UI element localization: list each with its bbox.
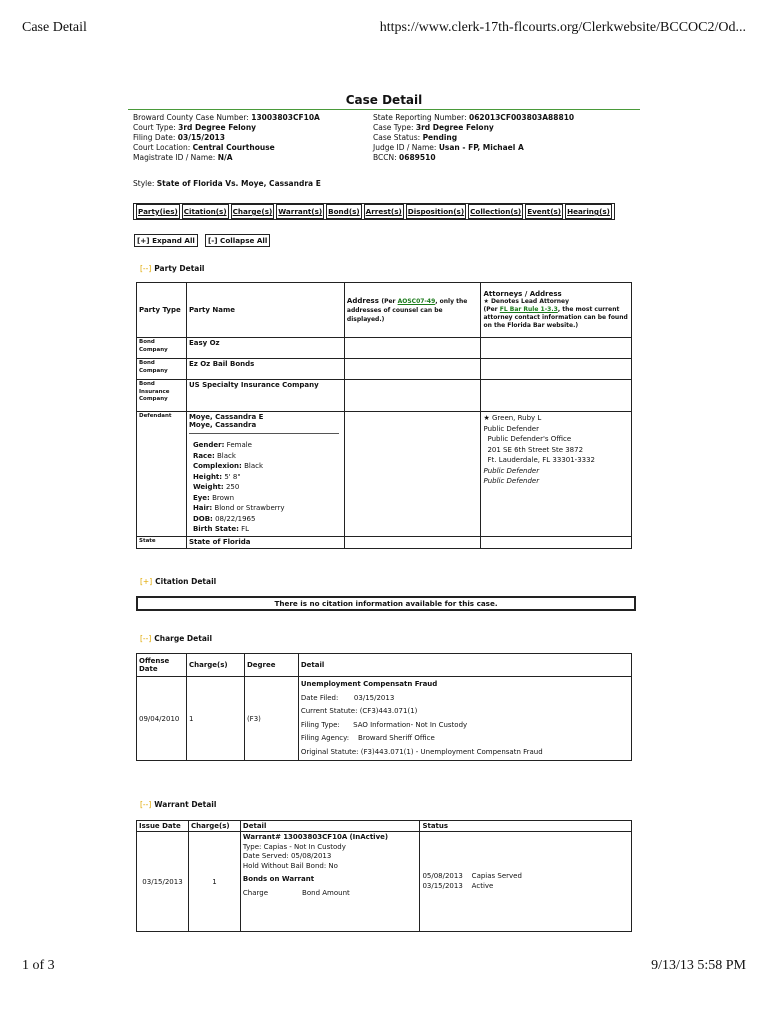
print-header-title: Case Detail [22,20,87,35]
info-row: State Reporting Number: 062013CF003803A88810 [373,113,575,122]
print-header-url: https://www.clerk-17th-flcourts.org/Clerkwebsite/BCCOC2/Od... [379,20,746,35]
col-party-type: Party Type [137,283,187,338]
col-attorneys: Attorneys / Address ★ Denotes Lead Attorney (Per FL Bar Rule 1-3.3, the most current attorney contact information can be found on the Florida Bar website.) [481,283,632,338]
tab-charges[interactable]: Charge(s) [231,204,275,219]
col-status: Status [420,821,632,832]
info-row: Case Status: Pending [373,133,458,142]
tab-dispositions[interactable]: Disposition(s) [406,204,466,219]
table-row: Bond Company Easy Oz [137,338,632,359]
warrant-detail-cell: Warrant# 13003803CF10A (InActive) Type: Capias - Not In Custody Date Served: 05/08/2013 Hold Without Bail Bond: No Bonds on Warrant Charge Bond Amount [240,832,420,932]
party-detail-toggle[interactable]: [--] [140,264,152,273]
table-row: Bond Insurance Company US Specialty Insurance Company [137,380,632,412]
info-row: BCCN: 0689510 [373,153,436,162]
col-degree: Degree [244,654,298,677]
col-address: Address (Per AOSC07-49, only the addresses of counsel can be displayed.) [344,283,481,338]
citation-detail-heading: [+] Citation Detail [140,577,217,586]
info-row: Broward County Case Number: 13003803CF10A [133,113,320,122]
col-offense-date: Offense Date [137,654,187,677]
page-title: Case Detail [345,93,423,107]
info-row: Filing Date: 03/15/2013 [133,133,225,142]
info-row: Court Type: 3rd Degree Felony [133,123,257,132]
col-party-name: Party Name [186,283,344,338]
charge-detail-cell: Unemployment Compensatn Fraud Date Filed: 03/15/2013 Current Statute: (CF3)443.071(1) Filing Type: SAO Information- Not In Custody Filing Agency: Broward Sheriff Office Original Statute: (F3)443.071(1) - Unemployment Compensatn Fraud [298,677,631,761]
charge-detail-heading: [--] Charge Detail [140,634,213,643]
tab-hearings[interactable]: Hearing(s) [565,204,612,219]
lead-attorney-star-icon: ★ [483,414,490,422]
case-style: Style: State of Florida Vs. Moye, Cassandra E [133,179,321,188]
tab-arrests[interactable]: Arrest(s) [364,204,404,219]
tab-parties[interactable]: Party(ies) [136,204,180,219]
warrant-detail-heading: [--] Warrant Detail [140,800,217,809]
no-citation-message: There is no citation information available for this case. [136,596,636,611]
section-tabs [133,203,615,220]
info-row: Judge ID / Name: Usan - FP, Michael A [373,143,524,152]
info-row: Court Location: Central Courthouse [133,143,275,152]
expand-all-button[interactable]: [+] Expand All [134,234,198,247]
table-row: 03/15/2013 1 Warrant# 13003803CF10A (InActive) Type: Capias - Not In Custody Date Served: 05/08/2013 Hold Without Bail Bond: No Bonds on Warrant Charge Bond Amount 05/08/2013 Capias Served 03/15/2013 Active [137,832,632,932]
warrant-table [136,820,632,932]
divider [189,433,339,434]
charge-table [136,653,632,761]
warrant-detail-toggle[interactable]: [--] [140,800,152,809]
print-datetime: 9/13/13 5:58 PM [651,958,746,973]
col-detail: Detail [240,821,420,832]
party-table [136,282,632,549]
col-issue-date: Issue Date [137,821,189,832]
info-row: Case Type: 3rd Degree Felony [373,123,494,132]
info-row: Magistrate ID / Name: N/A [133,153,233,162]
col-detail: Detail [298,654,631,677]
table-row-defendant: Defendant Moye, Cassandra E Moye, Cassandra Gender: Female Race: Black Complexion: Black Height: 5' 8" Weight: 250 Eye: Brown Hair: Blond or Strawberry DOB: 08/22/1965 Birth State: FL ★ Green, Ruby L Public Defender Public Defender's Office 201 SE 6th Street Ste 3872 Ft. Lauderdale, FL 33301-3332 Public Defender Public Defender [137,412,632,537]
tab-events[interactable]: Event(s) [525,204,563,219]
citation-detail-toggle[interactable]: [+] [140,577,153,586]
tab-collections[interactable]: Collection(s) [468,204,523,219]
tab-warrants[interactable]: Warrant(s) [276,204,324,219]
table-row: Bond Company Ez Oz Bail Bonds [137,359,632,380]
table-row: 09/04/2010 1 (F3) Unemployment Compensatn Fraud Date Filed: 03/15/2013 Current Statute: (CF3)443.071(1) Filing Type: SAO Information- Not In Custody Filing Agency: Broward Sheriff Office Original Statute: (F3)443.071(1) - Unemployment Compensatn Fraud [137,677,632,761]
col-charges: Charge(s) [188,821,240,832]
table-row: State State of Florida [137,537,632,549]
fl-bar-rule-link[interactable]: FL Bar Rule 1-3.3 [499,306,558,313]
print-page-indicator: 1 of 3 [22,958,55,973]
tab-citations[interactable]: Citation(s) [182,204,229,219]
case-info-left [133,113,320,163]
party-detail-heading: [--] Party Detail [140,264,205,273]
tab-bonds[interactable]: Bond(s) [326,204,362,219]
warrant-status-cell: 05/08/2013 Capias Served 03/15/2013 Active [420,832,632,932]
title-divider [128,109,640,110]
aosc-link[interactable]: AOSC07-49 [397,297,436,305]
col-charges: Charge(s) [186,654,244,677]
lead-attorney-star-icon: ★ [483,298,489,305]
defendant-details: Moye, Cassandra E Moye, Cassandra Gender: Female Race: Black Complexion: Black Height: 5' 8" Weight: 250 Eye: Brown Hair: Blond or Strawberry DOB: 08/22/1965 Birth State: FL [186,412,344,537]
attorney-details: ★ Green, Ruby L Public Defender Public Defender's Office 201 SE 6th Street Ste 3872 Ft. Lauderdale, FL 33301-3332 Public Defender Public Defender [481,412,632,537]
charge-detail-toggle[interactable]: [--] [140,634,152,643]
case-info-right [373,113,574,163]
collapse-all-button[interactable]: [-] Collapse All [205,234,270,247]
